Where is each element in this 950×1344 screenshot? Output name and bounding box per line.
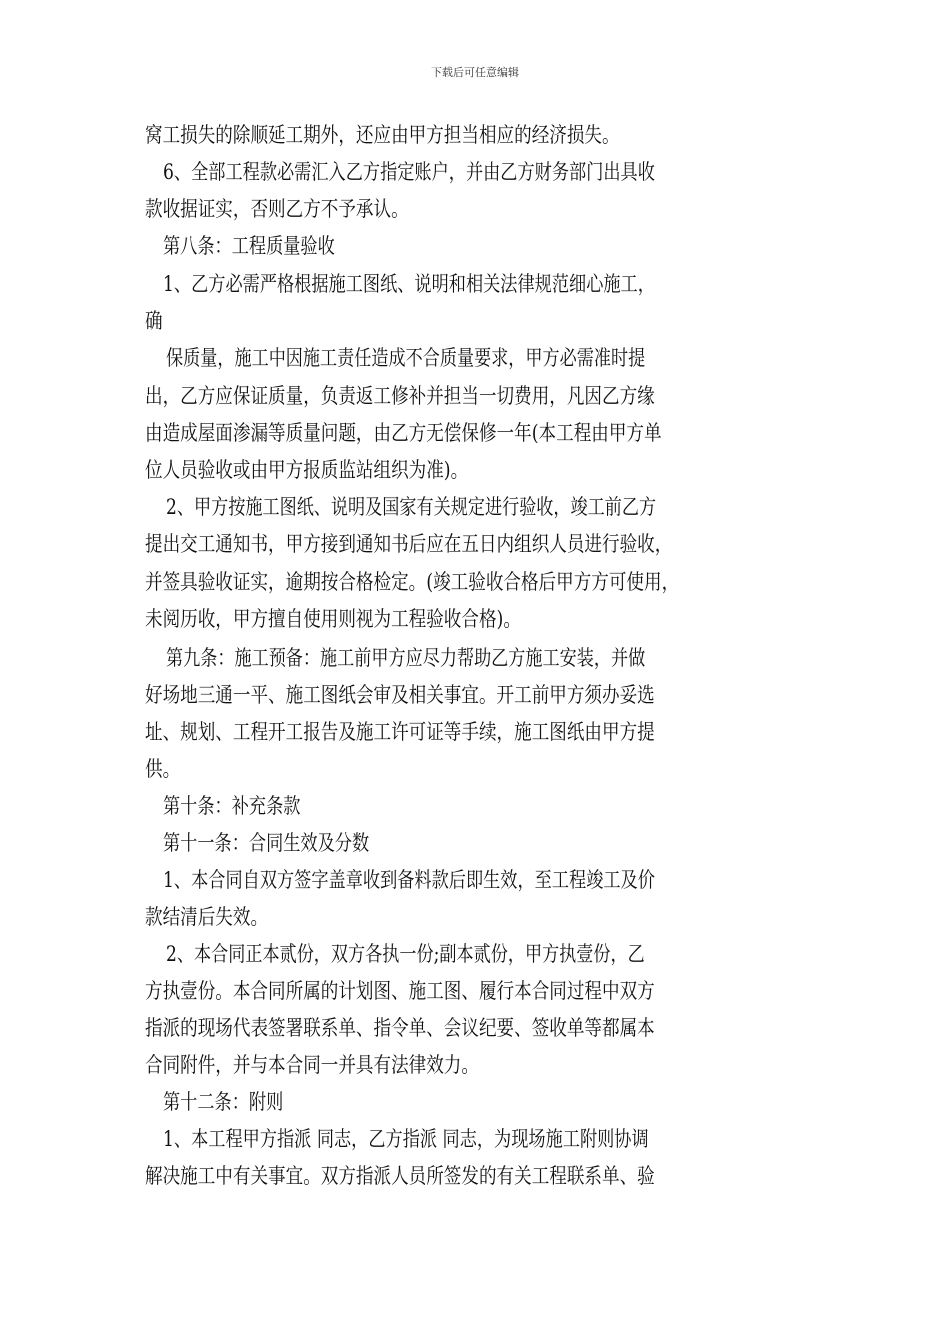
section-heading: 第十条：补充条款 (163, 794, 301, 818)
text-line: 解决施工中有关事宜。双方指派人员所签发的有关工程联系单、验 (145, 1164, 655, 1188)
section-heading: 第八条：工程质量验收 (163, 234, 335, 258)
text-line: 未阅历收，甲方擅自使用则视为工程验收合格)。 (145, 607, 521, 631)
text-line: 出，乙方应保证质量，负责返工修补并担当一切费用，凡因乙方缘 (145, 384, 655, 408)
text-line: 合同附件，并与本合同一并具有法律效力。 (145, 1053, 479, 1077)
text-line: 址、规划、工程开工报告及施工许可证等手续，施工图纸由甲方提 (145, 720, 655, 744)
text-line: 位人员验收或由甲方报质监站组织为准)。 (145, 458, 469, 482)
text-line: 提出交工通知书，甲方接到通知书后应在五日内组织人员进行验收， (145, 532, 673, 556)
text-line: 款收据证实，否则乙方不予承认。 (145, 197, 409, 221)
page-header: 下载后可任意编辑 (431, 66, 519, 79)
text-line: 窝工损失的除顺延工期外，还应由甲方担当相应的经济损失。 (145, 123, 620, 147)
text-line: 2、本合同正本贰份，双方各执一份;副本贰份，甲方执壹份，乙 (166, 942, 645, 966)
text-line: 由造成屋面渗漏等质量问题，由乙方无偿保修一年(本工程由甲方单 (145, 421, 662, 445)
section-heading: 第十二条：附则 (163, 1090, 284, 1114)
text-line: 供。 (145, 757, 181, 781)
text-line: 指派的现场代表签署联系单、指令单、会议纪要、签收单等都属本 (145, 1016, 655, 1040)
text-line: 款结清后失效。 (145, 905, 269, 929)
text-line: 好场地三通一平、施工图纸会审及相关事宜。开工前甲方须办妥选 (145, 683, 655, 707)
text-line: 并签具验收证实，逾期按合格检定。(竣工验收合格后甲方方可使用， (145, 570, 680, 594)
section-heading: 第十一条：合同生效及分数 (163, 831, 370, 855)
text-line: 1、本合同自双方签字盖章收到备料款后即生效，至工程竣工及价 (163, 868, 655, 892)
section-heading: 第九条：施工预备：施工前甲方应尽力帮助乙方施工安装，并做 (166, 646, 646, 670)
text-line: 方执壹份。本合同所属的计划图、施工图、履行本合同过程中双方 (145, 979, 655, 1003)
text-line: 1、乙方必需严格根据施工图纸、说明和相关法律规范细心施工， (163, 272, 655, 296)
text-line: 2、甲方按施工图纸、说明及国家有关规定进行验收，竣工前乙方 (166, 495, 657, 519)
text-line: 确 (145, 309, 163, 333)
text-line: 保质量，施工中因施工责任造成不合质量要求，甲方必需准时提 (166, 346, 646, 370)
text-line: 1、本工程甲方指派 同志，乙方指派 同志，为现场施工附则协调 (163, 1127, 649, 1151)
text-line: 6、全部工程款必需汇入乙方指定账户，并由乙方财务部门出具收 (163, 160, 655, 184)
